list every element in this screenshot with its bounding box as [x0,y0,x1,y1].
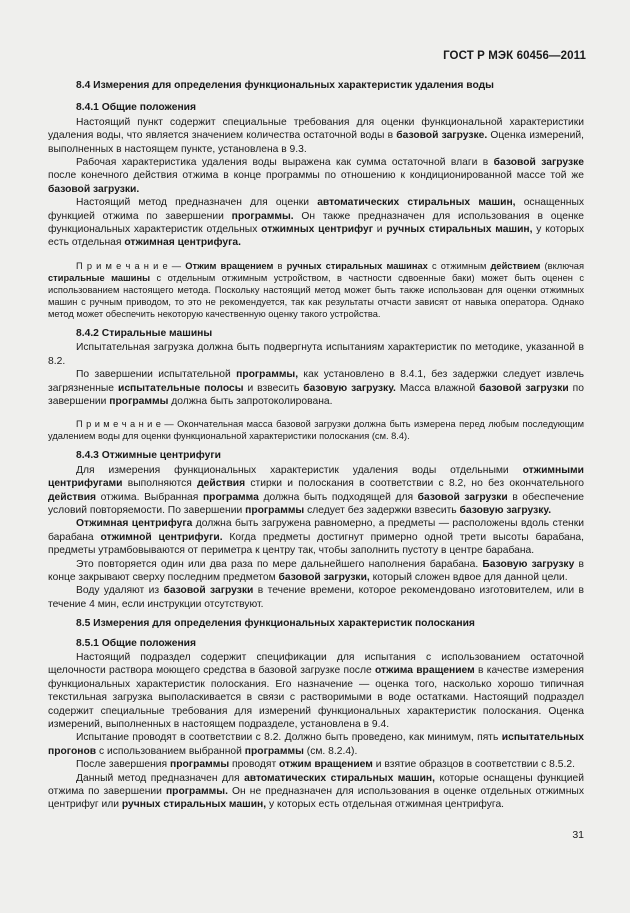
paragraph: Воду удаляют из базовой загрузки в течение времени, которое рекомендовано изготовителем, или в течение 4 мин, если инструкции отсутствуют. [48,585,584,610]
section-8-4-2-title: 8.4.2 Стиральные машины [76,327,213,339]
document-body [48,79,584,812]
paragraph: После завершения программы проводят отжим вращением и взятие образцов в соответствии с 8.5.2. [76,759,575,771]
page-number: 31 [572,829,584,841]
paragraph: Настоящий пункт содержит специальные требования для оценки функциональной характеристики удаления воды, что является значением количества остаточной воды в базовой загрузке. Оценка измерений, выполненных в настоящем пункте, установлена в 9.3. [48,116,584,155]
paragraph: Испытательная загрузка должна быть подвергнута испытаниям характеристик по методике, указанной в 8.2. [48,342,584,367]
standard-header: ГОСТ Р МЭК 60456—2011 [443,50,586,62]
section-8-5-title: 8.5 Измерения для определения функциональных характеристик полоскания [76,618,475,630]
section-8-5-1-title: 8.5.1 Общие положения [76,637,196,649]
paragraph: Это повторяется один или два раза по мере дальнейшего наполнения барабана. Базовую загрузку в конце закрывают сверху последним предметом базовой загрузки, который сложен вдвое для данной цели. [48,558,584,583]
section-8-4-title: 8.4 Измерения для определения функциональных характеристик удаления воды [76,80,494,91]
paragraph: По завершении испытательной программы, как установлено в 8.4.1, без задержки следует извлечь загрязненные испытательные полосы и взвесить базовую загрузку. Масса влажной базовой загрузки по завершении программы должна быть запротоколирована. [48,369,584,407]
paragraph: Испытание проводят в соответствии с 8.2. Должно быть проведено, как минимум, пять испытательных прогонов с использованием выбранной программы (см. 8.2.4). [48,732,584,757]
paragraph: Для измерения функциональных характеристик удаления воды отдельными отжимными центрифугами выполняются действия стирки и полоскания в соответствии с 8.2, но без окончательного действия отжима. Выбранная программа должна быть подходящей для базовой загрузки в обеспечение условий повторяемости. По завершении программы следует без задержки взвесить базовую загрузку. [48,464,584,516]
note-paragraph: П р и м е ч а н и е — Окончательная масса базовой загрузки должна быть измерена перед любым последующим удалением воды для оценки функциональной характеристики полоскания (см. 8.4). [48,419,584,442]
section-8-4-1-title: 8.4.1 Общие положения [76,102,196,114]
paragraph: Настоящий подраздел содержит спецификации для испытания с использованием остаточной щелочности раствора моющего средства в базовой загрузке после отжима вращением в качестве измерения функциональных характеристик полоскания. Его назначение — оценка того, насколько хорошо типичная текстильная загрузка выполаскивается в связи с растворимыми в воде остатками. Настоящий подраздел содержит специальные требования для измерений функциональных характеристик полоскания. Оценка измерений, выполненных в настоящем подразделе, установлена в 9.4. [48,652,584,731]
paragraph: Отжимная центрифуга должна быть загружена равномерно, а предметы — расположены вдоль стенки барабана отжимной центрифуги. Когда предметы достигнут примерно одной трети высоты барабана, предметы утрамбовываются от периметра к центру так, чтобы заполнить пустоту в центре барабана. [48,518,584,557]
paragraph: Настоящий метод предназначен для оценки автоматических стиральных машин, оснащенных функцией отжима по завершении программы. Он также предназначен для использования в оценке функциональных характеристик отдельных отжимных центрифуг и ручных стиральных машин, у которых есть отдельная отжимная центрифуга. [48,197,584,249]
note-paragraph: П р и м е ч а н и е — Отжим вращением в ручных стиральных машинах с отжимным действием (включая стиральные машины с отдельным отжимным устройством, в частности сдвоенные баки) может быть оценен с использованием настоящего метода. Поскольку настоящий метод может быть также использован для оценки отжимных машин с ручным приводом, то это не рекомендуется, так как результаты отчасти зависят от навыка оператора. Однако метод может обеспечить некоторую качественную оценку такого устройства. [48,260,585,319]
section-8-4-3-title: 8.4.3 Отжимные центрифуги [76,450,221,462]
paragraph: Данный метод предназначен для автоматических стиральных машин, которые оснащены функцией отжима по завершении программы. Он не предназначен для использования в оценке отдельных отжимных центрифуг или ручных стиральных машин, у которых есть отдельная отжимная центрифуга. [48,772,584,811]
paragraph: Рабочая характеристика удаления воды выражена как сумма остаточной влаги в базовой загрузке после конечного действия отжима в конце программы по отношению к кондиционированной массе той же базовой загрузки. [48,157,584,195]
